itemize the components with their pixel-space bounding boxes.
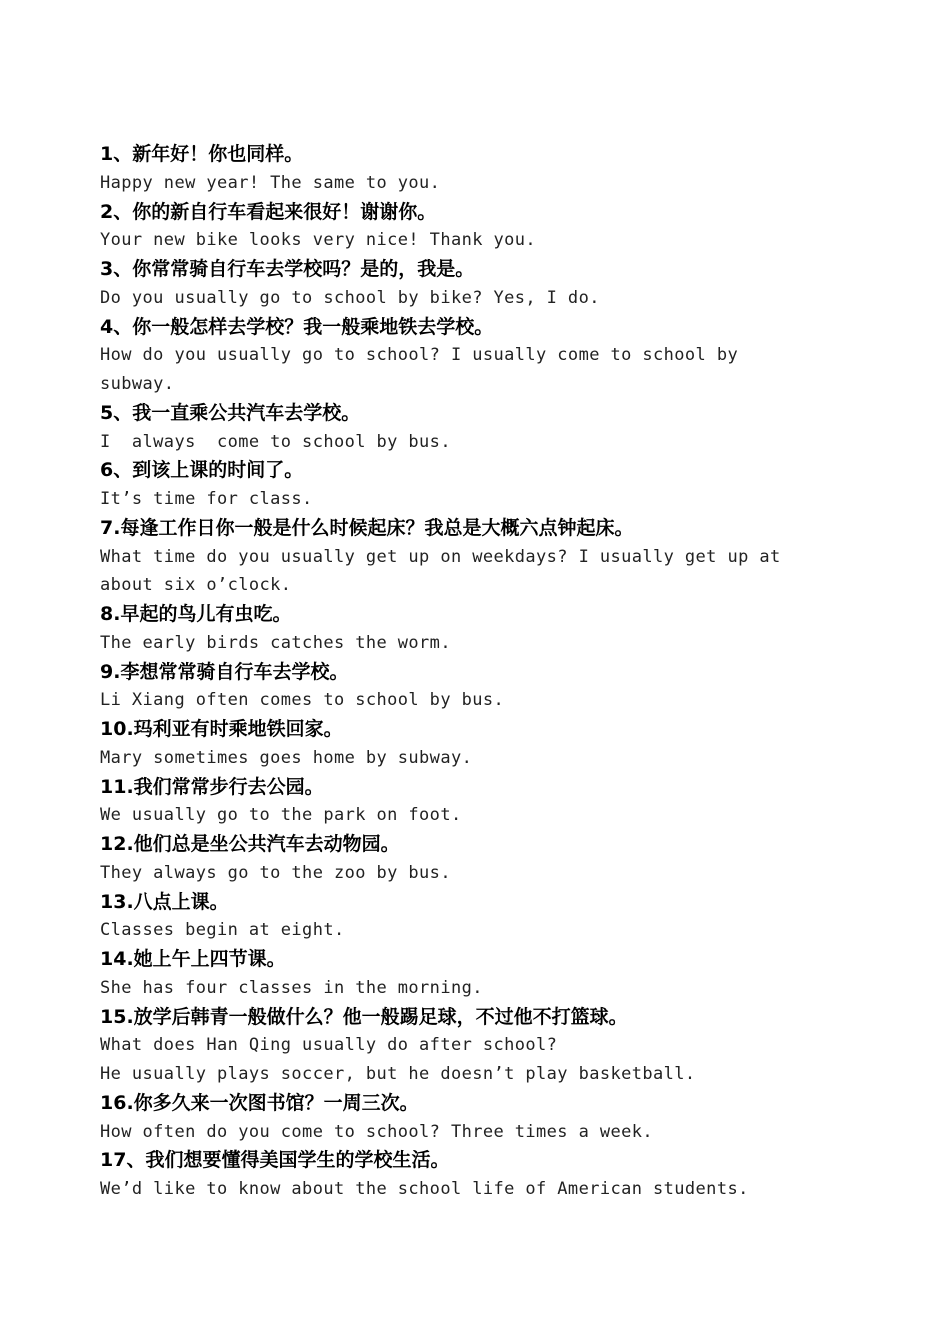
sentence-entry xyxy=(100,399,860,457)
chinese-sentence: 3、你常常骑自行车去学校吗？是的，我是。 xyxy=(100,258,475,280)
english-translation: How often do you come to school? Three times a week. xyxy=(100,1121,654,1142)
english-translation: subway. xyxy=(100,374,175,394)
chinese-sentence: 13.八点上课。 xyxy=(100,890,229,913)
sentence-entry xyxy=(100,313,860,399)
sentence-entry xyxy=(100,456,860,514)
sentence-entry xyxy=(100,1003,860,1089)
english-translation: I always come to school by bus. xyxy=(100,431,451,452)
chinese-sentence: 15.放学后韩青一般做什么？他一般踢足球，不过他不打篮球。 xyxy=(100,1005,628,1028)
chinese-sentence: 2、你的新自行车看起来很好！谢谢你。 xyxy=(100,200,437,223)
sentence-entry xyxy=(100,1089,860,1147)
english-translation: They always go to the zoo by bus. xyxy=(100,862,451,883)
english-translation: Li Xiang often comes to school by bus. xyxy=(100,690,505,711)
english-translation: He usually plays soccer, but he doesn’t play basketball. xyxy=(100,1064,696,1084)
chinese-sentence: 14.她上午上四节课。 xyxy=(100,948,286,970)
chinese-sentence: 1、新年好！你也同样。 xyxy=(100,143,304,165)
chinese-sentence: 10.玛利亚有时乘地铁回家。 xyxy=(100,718,343,740)
chinese-sentence: 4、你一般怎样去学校？我一般乘地铁去学校。 xyxy=(100,315,494,338)
english-translation: Do you usually go to school by bike? Yes, I do. xyxy=(100,287,600,308)
sentence-entry xyxy=(100,198,860,256)
document-page xyxy=(100,140,860,1204)
sentence-entry xyxy=(100,600,860,658)
english-translation: Classes begin at eight. xyxy=(100,920,345,941)
english-translation: Mary sometimes goes home by subway. xyxy=(100,747,473,768)
english-translation: The early birds catches the worm. xyxy=(100,632,451,653)
english-translation: It’s time for class. xyxy=(100,489,313,509)
sentence-entry xyxy=(100,715,860,773)
chinese-sentence: 17、我们想要懂得美国学生的学校生活。 xyxy=(100,1149,450,1172)
english-translation: She has four classes in the morning. xyxy=(100,977,483,998)
english-translation: We’d like to know about the school life of American students. xyxy=(100,1179,749,1199)
sentence-entry xyxy=(100,830,860,888)
english-translation: What does Han Qing usually do after school? xyxy=(100,1035,558,1056)
sentence-entry xyxy=(100,945,860,1003)
chinese-sentence: 8.早起的鸟儿有虫吃。 xyxy=(100,603,292,625)
sentence-entry xyxy=(100,140,860,198)
chinese-sentence: 9.李想常常骑自行车去学校。 xyxy=(100,660,349,683)
chinese-sentence: 6、到该上课的时间了。 xyxy=(100,459,304,482)
english-translation: What time do you usually get up on weekdays? I usually get up at xyxy=(100,546,781,567)
sentence-entry xyxy=(100,888,860,946)
chinese-sentence: 5、我一直乘公共汽车去学校。 xyxy=(100,401,361,424)
english-translation: How do you usually go to school? I usually come to school by xyxy=(100,345,739,366)
english-translation: We usually go to the park on foot. xyxy=(100,805,462,826)
english-translation: Happy new year! The same to you. xyxy=(100,172,441,193)
chinese-sentence: 11.我们常常步行去公园。 xyxy=(100,775,324,798)
chinese-sentence: 12.他们总是坐公共汽车去动物园。 xyxy=(100,833,400,855)
sentence-entry xyxy=(100,255,860,313)
sentence-entry xyxy=(100,658,860,716)
english-translation: Your new bike looks very nice! Thank you. xyxy=(100,230,537,251)
english-translation: about six o’clock. xyxy=(100,575,292,596)
sentence-entry xyxy=(100,773,860,831)
chinese-sentence: 16.你多久来一次图书馆？一周三次。 xyxy=(100,1091,419,1114)
chinese-sentence: 7.每逢工作日你一般是什么时候起床？我总是大概六点钟起床。 xyxy=(100,516,634,539)
sentence-entry xyxy=(100,1146,860,1204)
sentence-entry xyxy=(100,514,860,600)
